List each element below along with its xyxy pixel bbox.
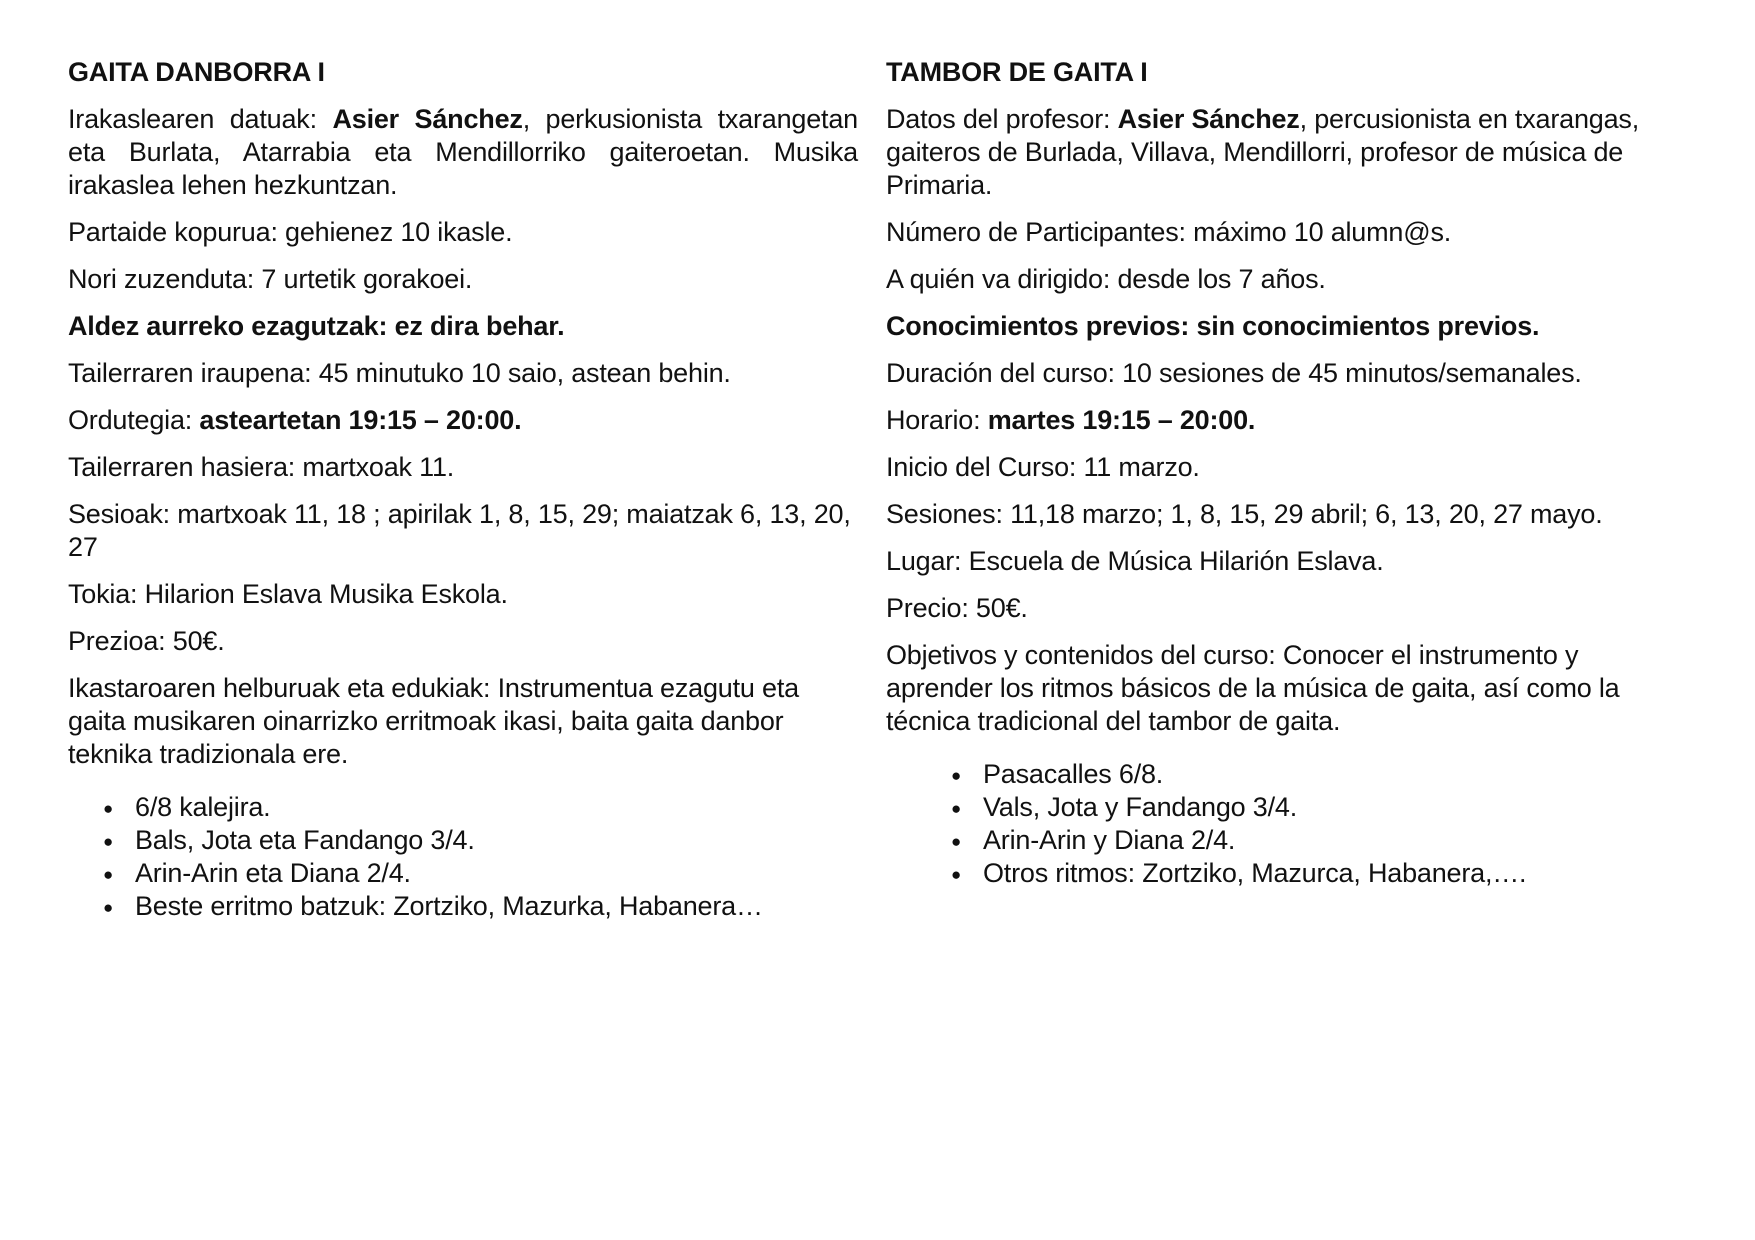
duration-spanish: Duración del curso: 10 sesiones de 45 minutos/semanales. [886, 358, 1582, 388]
list-item-text: 6/8 kalejira. [135, 792, 271, 822]
list-item [103, 857, 858, 890]
schedule-time: martes 19:15 – 20:00. [987, 405, 1256, 435]
list-item-text: Arin-Arin eta Diana 2/4. [135, 858, 411, 888]
teacher-name: Asier Sánchez [332, 104, 523, 134]
bullet-icon: ● [951, 766, 962, 785]
schedule-basque [68, 404, 858, 437]
target-audience-spanish: A quién va dirigido: desde los 7 años. [886, 264, 1326, 294]
list-item [103, 824, 858, 857]
list-item [951, 791, 1691, 824]
bullet-icon: ● [103, 898, 114, 917]
list-item-text: Bals, Jota eta Fandango 3/4. [135, 825, 475, 855]
bullet-icon: ● [103, 865, 114, 884]
schedule-label: Horario: [886, 405, 988, 435]
schedule-label: Ordutegia: [68, 405, 200, 435]
schedule-time: asteartetan 19:15 – 20:00. [199, 405, 522, 435]
teacher-label: Irakaslearen datuak: [68, 104, 333, 134]
two-column-layout [68, 56, 1691, 923]
list-item [103, 791, 858, 824]
teacher-info-spanish [886, 103, 1691, 202]
teacher-info-basque [68, 103, 858, 202]
bullet-icon: ● [103, 799, 114, 818]
list-item [951, 824, 1691, 857]
list-item-text: Pasacalles 6/8. [983, 759, 1164, 789]
list-item-text: Otros ritmos: Zortziko, Mazurca, Habanera,…. [983, 858, 1527, 888]
bullet-icon: ● [951, 832, 962, 851]
list-item [103, 890, 858, 923]
column-spanish [886, 56, 1691, 890]
list-item-text: Vals, Jota y Fandango 3/4. [983, 792, 1298, 822]
course-start-basque: Tailerraren hasiera: martxoak 11. [68, 452, 455, 482]
course-title-basque: GAITA DANBORRA I [68, 57, 325, 87]
objectives-basque: Ikastaroaren helburuak eta edukiak: Instrumentua ezagutu eta gaita musikaren oinarrizko erritmoak ikasi, baita gaita danbor teknika tradizionala ere. [68, 673, 814, 769]
course-start-spanish: Inicio del Curso: 11 marzo. [886, 452, 1200, 482]
list-item-text: Beste erritmo batzuk: Zortziko, Mazurka, Habanera… [135, 891, 763, 921]
location-basque: Tokia: Hilarion Eslava Musika Eskola. [68, 579, 508, 609]
rhythm-list-spanish [886, 758, 1691, 890]
rhythm-list-basque [68, 791, 858, 923]
sessions-basque: Sesioak: martxoak 11, 18 ; apirilak 1, 8, 15, 29; maiatzak 6, 13, 20, 27 [68, 499, 851, 562]
prior-knowledge-spanish: Conocimientos previos: sin conocimientos previos. [886, 311, 1540, 341]
teacher-description: , percusionista en txarangas, gaiteros de Burlada, Villava, Mendillorri, profesor de música de Primaria. [886, 104, 1640, 200]
list-item [951, 758, 1691, 791]
bullet-icon: ● [951, 865, 962, 884]
prior-knowledge-basque: Aldez aurreko ezagutzak: ez dira behar. [68, 311, 565, 341]
objectives-spanish: Objetivos y contenidos del curso: Conocer el instrumento y aprender los ritmos básicos de la música de gaita, así como la técnica tradicional del tambor de gaita. [886, 640, 1620, 736]
duration-basque: Tailerraren iraupena: 45 minutuko 10 saio, astean behin. [68, 358, 731, 388]
sessions-spanish: Sesiones: 11,18 marzo; 1, 8, 15, 29 abril; 6, 13, 20, 27 mayo. [886, 499, 1603, 529]
price-basque: Prezioa: 50€. [68, 626, 225, 656]
teacher-label: Datos del profesor: [886, 104, 1118, 134]
participants-basque: Partaide kopurua: gehienez 10 ikasle. [68, 217, 513, 247]
schedule-spanish [886, 404, 1691, 437]
bullet-icon: ● [951, 799, 962, 818]
list-item [951, 857, 1691, 890]
bullet-icon: ● [103, 832, 114, 851]
teacher-name: Asier Sánchez [1117, 104, 1300, 134]
teacher-description: , perkusionista txarangetan eta Burlata, Atarrabia eta Mendillorriko gaiteroetan. Musika irakaslea lehen hezkuntzan. [68, 104, 858, 200]
course-title-spanish: TAMBOR DE GAITA I [886, 57, 1148, 87]
location-spanish: Lugar: Escuela de Música Hilarión Eslava. [886, 546, 1384, 576]
participants-spanish: Número de Participantes: máximo 10 alumn@s. [886, 217, 1452, 247]
target-audience-basque: Nori zuzenduta: 7 urtetik gorakoei. [68, 264, 473, 294]
column-basque [68, 56, 858, 923]
list-item-text: Arin-Arin y Diana 2/4. [983, 825, 1236, 855]
price-spanish: Precio: 50€. [886, 593, 1028, 623]
